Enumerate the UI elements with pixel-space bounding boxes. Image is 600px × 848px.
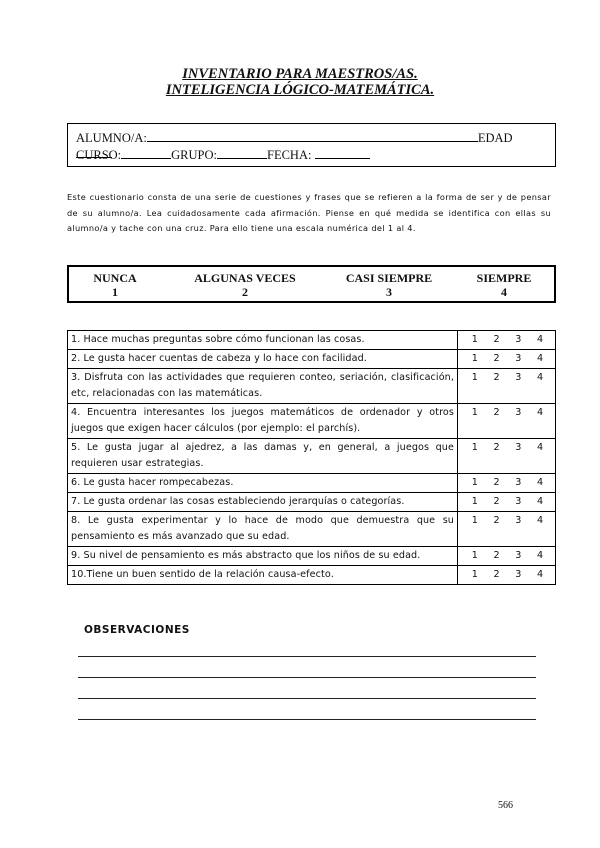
table-row xyxy=(68,369,556,404)
rating-options xyxy=(458,547,556,566)
rating-options-group xyxy=(458,513,555,529)
question-text: 2. Le gusta hacer cuentas de cabeza y lo hace con facilidad. xyxy=(68,350,458,369)
question-text: 10.Tiene un buen sentido de la relación causa-efecto. xyxy=(68,566,458,585)
scale-label: NUNCA xyxy=(93,271,137,285)
rating-options-group xyxy=(458,370,555,386)
scale-value: 2 xyxy=(242,285,248,299)
rating-option-4[interactable]: 4 xyxy=(537,477,544,488)
scale-label: CASI SIEMPRE xyxy=(345,271,433,285)
rating-option-3[interactable]: 3 xyxy=(515,407,522,418)
rating-options xyxy=(458,331,556,350)
observaciones-heading: OBSERVACIONES xyxy=(84,624,190,636)
table-row xyxy=(68,474,556,493)
rating-option-3[interactable]: 3 xyxy=(515,372,522,383)
table-row xyxy=(68,350,556,369)
rating-option-2[interactable]: 2 xyxy=(493,515,500,526)
rating-option-4[interactable]: 4 xyxy=(537,334,544,345)
rating-option-1[interactable]: 1 xyxy=(471,334,478,345)
rating-option-3[interactable]: 3 xyxy=(515,353,522,364)
rating-option-2[interactable]: 2 xyxy=(493,353,500,364)
rating-options xyxy=(458,512,556,547)
rating-option-2[interactable]: 2 xyxy=(493,477,500,488)
rating-option-1[interactable]: 1 xyxy=(471,569,478,580)
rating-option-1[interactable]: 1 xyxy=(471,550,478,561)
scale-item-casi-siempre xyxy=(337,271,441,299)
rating-option-2[interactable]: 2 xyxy=(493,569,500,580)
rating-options xyxy=(458,404,556,439)
rating-options xyxy=(458,474,556,493)
fecha-field[interactable] xyxy=(315,147,370,159)
rating-option-2[interactable]: 2 xyxy=(493,442,500,453)
question-text: 3. Disfruta con las actividades que requieren conteo, seriación, clasificación, etc, relacionadas con las matemáticas. xyxy=(68,369,458,404)
curso-field[interactable] xyxy=(121,147,171,159)
observaciones-line[interactable] xyxy=(78,656,536,657)
observaciones-line[interactable] xyxy=(78,677,536,678)
rating-options-group xyxy=(458,567,555,583)
alumno-label: ALUMNO/A: xyxy=(76,131,147,145)
grupo-label: GRUPO: xyxy=(171,148,217,162)
rating-option-4[interactable]: 4 xyxy=(537,442,544,453)
grupo-field[interactable] xyxy=(217,147,267,159)
scale-item-nunca xyxy=(91,271,139,299)
question-text: 1. Hace muchas preguntas sobre cómo funcionan las cosas. xyxy=(68,331,458,350)
rating-options-group xyxy=(458,351,555,367)
scale-label: SIEMPRE xyxy=(476,271,532,285)
edad-label: EDAD xyxy=(477,131,513,145)
table-row xyxy=(68,404,556,439)
student-info-row-2 xyxy=(76,147,548,163)
rating-option-3[interactable]: 3 xyxy=(515,569,522,580)
student-info-box xyxy=(67,123,556,167)
rating-options-group xyxy=(458,405,555,421)
table-row xyxy=(68,493,556,512)
question-text: 7. Le gusta ordenar las cosas estableciendo jerarquías o categorías. xyxy=(68,493,458,512)
rating-option-3[interactable]: 3 xyxy=(515,442,522,453)
rating-option-3[interactable]: 3 xyxy=(515,550,522,561)
rating-options-group xyxy=(458,332,555,348)
rating-options-group xyxy=(458,475,555,491)
rating-options-group xyxy=(458,440,555,456)
rating-option-4[interactable]: 4 xyxy=(537,550,544,561)
question-text: 9. Su nivel de pensamiento es más abstracto que los niños de su edad. xyxy=(68,547,458,566)
rating-option-3[interactable]: 3 xyxy=(515,496,522,507)
observaciones-line[interactable] xyxy=(78,698,536,699)
rating-options xyxy=(458,439,556,474)
intro-paragraph: Este cuestionario consta de una serie de cuestiones y frases que se refieren a la forma de ser y de pensar de su alumno/a. Lea cuidadosamente cada afirmación. Piense en qué medida se identifica con ellas su alumno/a y tache con una cruz. Para ello tiene una escala numérica del 1 al 4. xyxy=(67,192,551,233)
question-text: 5. Le gusta jugar al ajedrez, a las damas y, en general, a juegos que requieren usar estrategias. xyxy=(68,439,458,474)
question-text: 6. Le gusta hacer rompecabezas. xyxy=(68,474,458,493)
rating-option-4[interactable]: 4 xyxy=(537,407,544,418)
rating-option-2[interactable]: 2 xyxy=(493,372,500,383)
scale-value: 3 xyxy=(386,285,392,299)
rating-option-1[interactable]: 1 xyxy=(471,442,478,453)
rating-option-4[interactable]: 4 xyxy=(537,372,544,383)
table-row xyxy=(68,566,556,585)
document-title xyxy=(0,66,600,98)
title-line-2: INTELIGENCIA LÓGICO-MATEMÁTICA. xyxy=(165,82,435,98)
questionnaire-table xyxy=(67,330,556,585)
rating-option-2[interactable]: 2 xyxy=(493,334,500,345)
rating-option-1[interactable]: 1 xyxy=(471,477,478,488)
scale-item-algunas-veces xyxy=(185,271,305,299)
rating-option-3[interactable]: 3 xyxy=(515,515,522,526)
scale-value: 1 xyxy=(112,285,118,299)
rating-option-1[interactable]: 1 xyxy=(471,353,478,364)
table-row xyxy=(68,512,556,547)
rating-option-1[interactable]: 1 xyxy=(471,372,478,383)
question-text: 4. Encuentra interesantes los juegos matemáticos de ordenador y otros juegos que exigen hacer cálculos (por ejemplo: el parchís). xyxy=(68,404,458,439)
rating-option-3[interactable]: 3 xyxy=(515,334,522,345)
page-number: 566 xyxy=(498,800,513,811)
scale-legend xyxy=(67,265,556,303)
fecha-label: FECHA: xyxy=(267,148,312,162)
table-row xyxy=(68,331,556,350)
rating-options xyxy=(458,566,556,585)
rating-option-4[interactable]: 4 xyxy=(537,353,544,364)
rating-option-4[interactable]: 4 xyxy=(537,496,544,507)
table-row xyxy=(68,439,556,474)
scale-label: ALGUNAS VECES xyxy=(194,271,296,285)
rating-options-group xyxy=(458,548,555,564)
rating-option-1[interactable]: 1 xyxy=(471,496,478,507)
rating-options xyxy=(458,369,556,404)
rating-options xyxy=(458,493,556,512)
scale-value: 4 xyxy=(501,285,507,299)
rating-option-2[interactable]: 2 xyxy=(493,496,500,507)
rating-options xyxy=(458,350,556,369)
table-row xyxy=(68,547,556,566)
title-line-1: INVENTARIO PARA MAESTROS/AS. xyxy=(182,66,418,82)
rating-option-4[interactable]: 4 xyxy=(537,569,544,580)
observaciones-line[interactable] xyxy=(78,719,536,720)
scale-item-siempre xyxy=(469,271,539,299)
rating-option-1[interactable]: 1 xyxy=(471,515,478,526)
rating-option-4[interactable]: 4 xyxy=(537,515,544,526)
curso-label: CURSO: xyxy=(76,148,122,162)
rating-options-group xyxy=(458,494,555,510)
question-text: 8. Le gusta experimentar y lo hace de modo que demuestra que su pensamiento es más avanzado que su edad. xyxy=(68,512,458,547)
rating-option-1[interactable]: 1 xyxy=(471,407,478,418)
alumno-field[interactable] xyxy=(147,130,478,142)
rating-option-2[interactable]: 2 xyxy=(493,407,500,418)
rating-option-3[interactable]: 3 xyxy=(515,477,522,488)
rating-option-2[interactable]: 2 xyxy=(493,550,500,561)
